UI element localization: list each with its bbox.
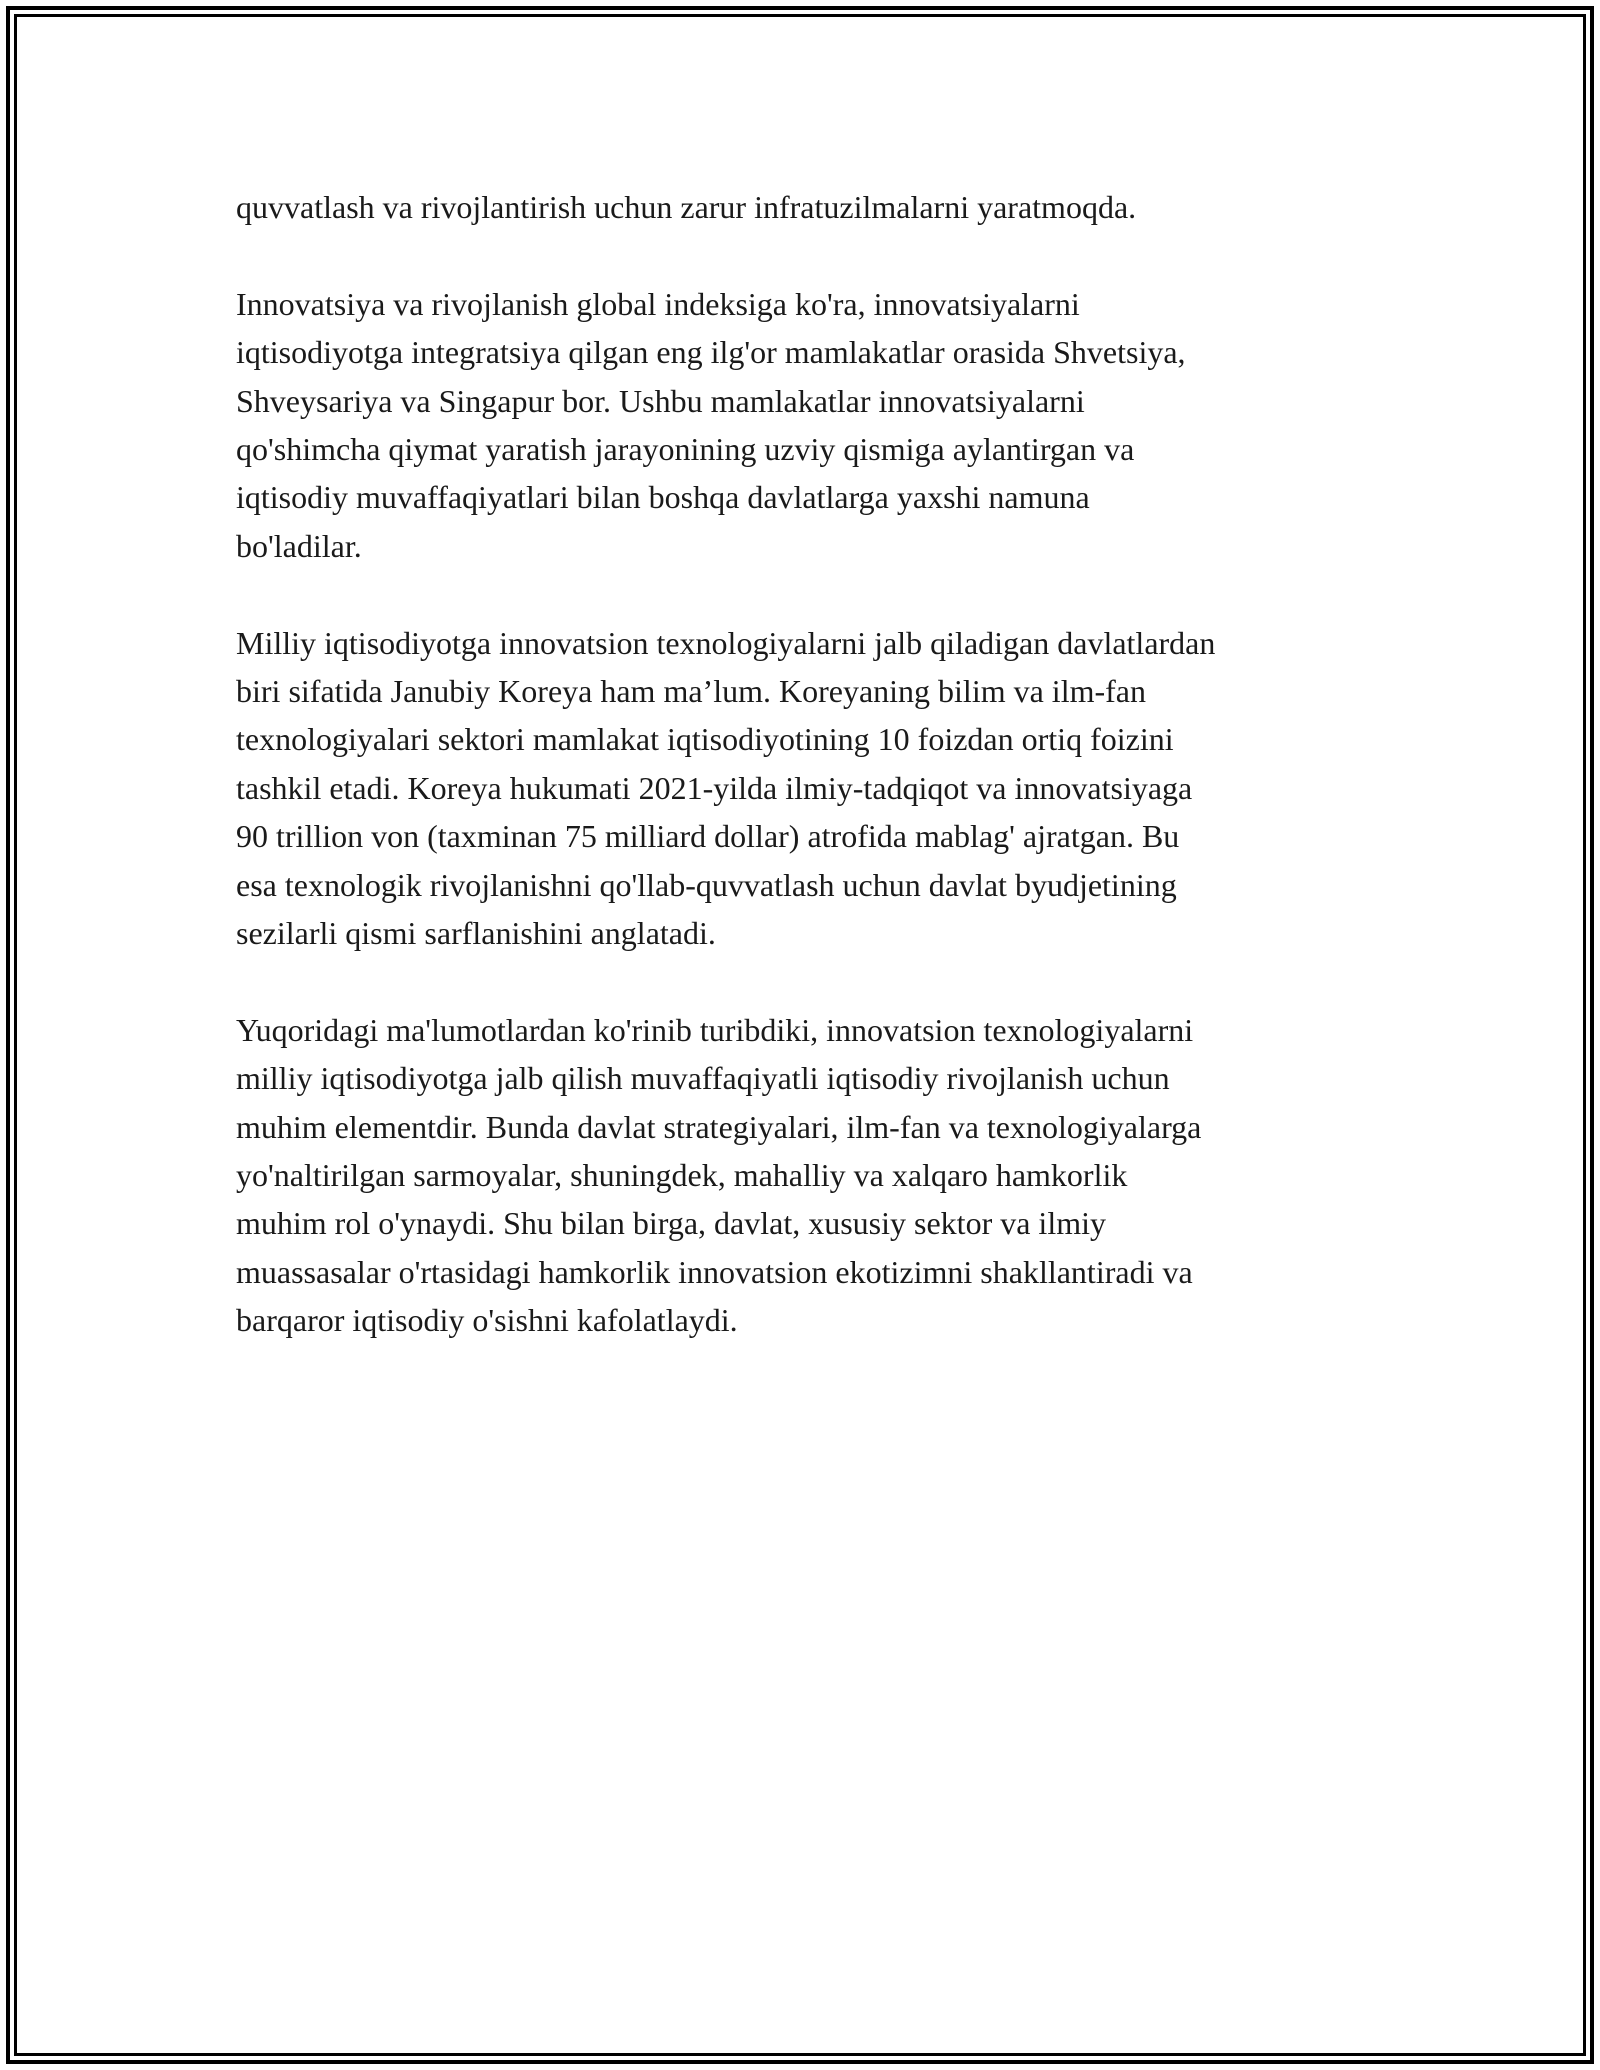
text-line: Innovatsiya va rivojlanish global indeksiga ko'ra, innovatsiyalarni (236, 285, 1080, 322)
text-line: muhim rol o'ynaydi. Shu bilan birga, davlat, xususiy sektor va ilmiy (236, 1205, 1106, 1242)
paragraph-1 (236, 183, 1396, 231)
text-line: sezilarli qismi sarflanishini anglatadi. (236, 915, 716, 952)
text-line: 90 trillion von (taxminan 75 milliard dollar) atrofida mablag' ajratgan. Bu (236, 818, 1180, 855)
text-line: yo'naltirilgan sarmoyalar, shuningdek, mahalliy va xalqaro hamkorlik (236, 1157, 1128, 1194)
text-line: quvvatlash va rivojlantirish uchun zarur infratuzilmalarni yaratmoqda. (236, 189, 1137, 225)
text-line: milliy iqtisodiyotga jalb qilish muvaffaqiyatli iqtisodiy rivojlanish uchun (236, 1060, 1170, 1097)
text-line: muassasalar o'rtasidagi hamkorlik innovatsion ekotizimni shakllantiradi va (236, 1253, 1193, 1290)
text-line: qo'shimcha qiymat yaratish jarayonining uzviy qismiga aylantirgan va (236, 431, 1135, 468)
text-line: muhim elementdir. Bunda davlat strategiyalari, ilm-fan va texnologiyalarga (236, 1108, 1202, 1145)
text-line: barqaror iqtisodiy o'sishni kafolatlaydi. (236, 1302, 738, 1339)
text-line: iqtisodiyotga integratsiya qilgan eng ilg'or mamlakatlar orasida Shvetsiya, (236, 334, 1186, 371)
text-line: tashkil etadi. Koreya hukumati 2021-yilda ilmiy-tadqiqot va innovatsiyaga (236, 769, 1193, 806)
paragraph-3 (236, 619, 1396, 958)
text-line: bo'ladilar. (236, 527, 362, 564)
paragraph-2 (236, 280, 1396, 570)
text-line: Milliy iqtisodiyotga innovatsion texnologiyalarni jalb qiladigan davlatlardan (236, 624, 1216, 661)
text-line: esa texnologik rivojlanishni qo'llab-quvvatlash uchun davlat byudjetining (236, 866, 1177, 903)
text-line: texnologiyalari sektori mamlakat iqtisodiyotining 10 foizdan ortiq foizini (236, 721, 1174, 758)
text-line: Yuqoridagi ma'lumotlardan ko'rinib turibdiki, innovatsion texnologiyalarni (236, 1011, 1194, 1048)
document-body (236, 183, 1396, 1393)
text-line: Shveysariya va Singapur bor. Ushbu mamlakatlar innovatsiyalarni (236, 382, 1085, 419)
text-line: iqtisodiy muvaffaqiyatlari bilan boshqa davlatlarga yaxshi namuna (236, 479, 1090, 516)
paragraph-4 (236, 1006, 1396, 1345)
text-line: biri sifatida Janubiy Koreya ham ma’lum. Koreyaning bilim va ilm-fan (236, 673, 1146, 710)
